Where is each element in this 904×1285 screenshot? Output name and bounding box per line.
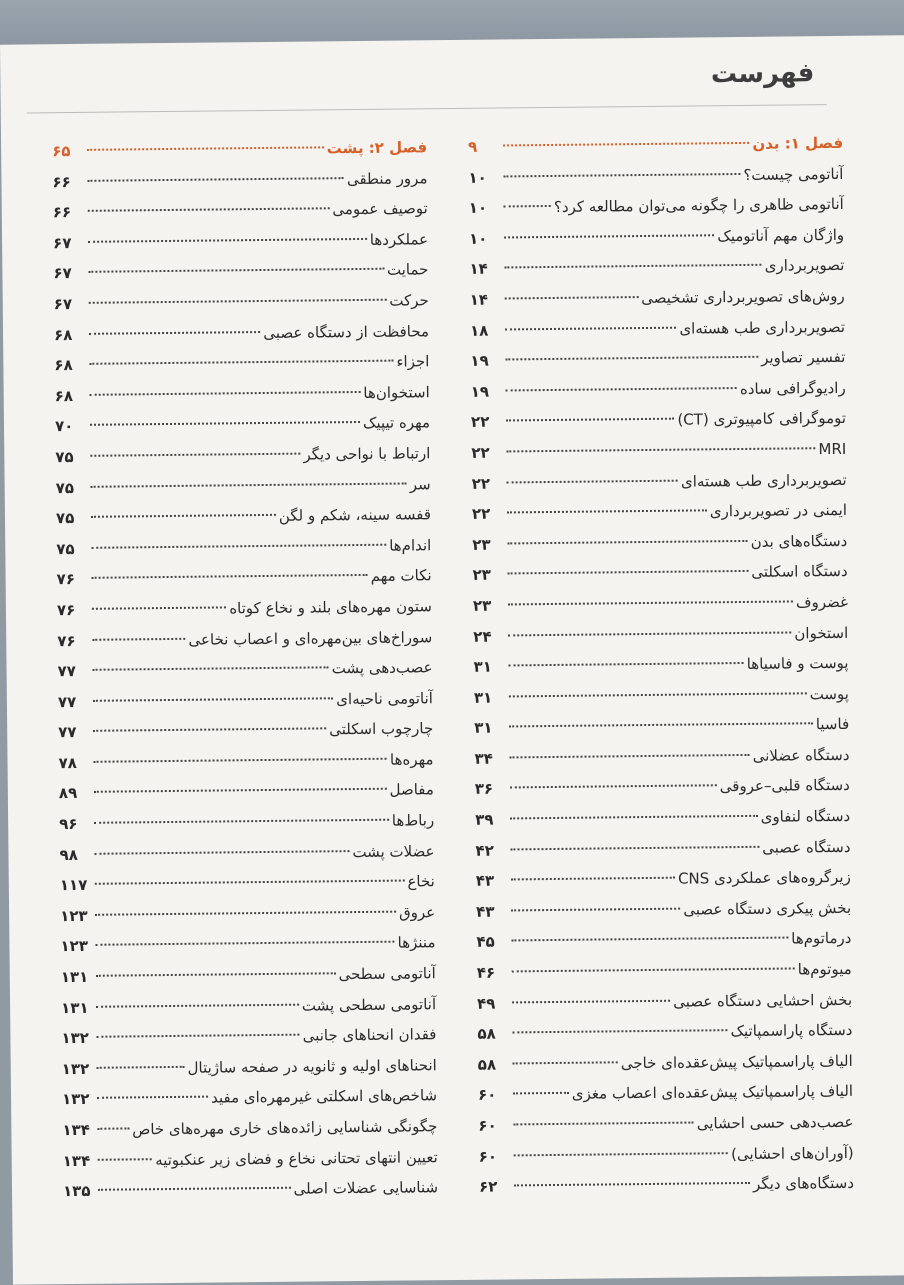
toc-entry <box>479 1137 854 1172</box>
toc-entry <box>61 989 436 1024</box>
toc-entry-page-number: ۹۶ <box>59 815 78 834</box>
dot-leader <box>514 1152 728 1156</box>
dot-leader <box>95 880 405 885</box>
toc-entry-title: تصویربرداری طب هسته‌ای <box>679 317 846 338</box>
toc-entry-title: چارچوب اسکلتی <box>329 719 434 739</box>
toc-entry-title: دستگاه قلبی–عروقی <box>719 776 850 796</box>
dot-leader <box>510 754 750 759</box>
toc-entry-page-number: ۱۳۴ <box>62 1120 90 1140</box>
toc-entry <box>471 403 846 438</box>
dot-leader <box>514 1182 750 1186</box>
dot-leader <box>87 177 343 182</box>
toc-entry-title: دستگاه عضلانی <box>752 745 850 765</box>
dot-leader <box>507 540 747 545</box>
dot-leader <box>98 1187 291 1191</box>
toc-entry-page-number: ۱۲۳ <box>60 937 89 956</box>
toc-entry-title: نخاع <box>407 872 435 891</box>
toc-entry <box>62 1050 437 1085</box>
toc-entry-title: اجزاء <box>396 352 430 371</box>
toc-entry-page-number: ۶۷ <box>53 264 72 283</box>
toc-entry <box>56 469 431 504</box>
toc-entry <box>56 499 431 534</box>
dot-leader <box>97 1127 129 1129</box>
toc-entry-page-number: ۲۳ <box>472 535 491 554</box>
toc-entry <box>60 866 435 901</box>
toc-entry-page-number: ۴۳ <box>476 902 495 921</box>
toc-entry-page-number: ۴۳ <box>475 871 495 891</box>
toc-entry-title: رادیوگرافی ساده <box>739 378 846 398</box>
dot-leader <box>512 999 670 1003</box>
toc-entry-page-number: ۷۵ <box>55 509 75 528</box>
toc-entry <box>62 1081 437 1116</box>
chapter-heading <box>468 128 843 163</box>
toc-entry-page-number: ۷۷ <box>58 723 77 742</box>
toc-entry <box>60 928 435 963</box>
toc-entry-title: بخش پیکری دستگاه عصبی <box>683 898 852 919</box>
toc-entry <box>471 434 846 469</box>
toc-entry-page-number: ۱۳۲ <box>61 1029 89 1048</box>
toc-entry-title: عصب‌دهی پشت <box>331 658 433 678</box>
dot-leader <box>90 421 360 426</box>
toc-entry-page-number: ۷۶ <box>57 631 76 650</box>
toc-entry-title: درماتوم‌ها <box>791 929 852 948</box>
toc-entry-title: شاخص‌های اسکلتی غیرمهره‌ای مفید <box>210 1086 438 1107</box>
toc-entry-page-number: ۶۸ <box>54 386 74 405</box>
toc-entry-page-number: ۱۳۲ <box>61 1090 90 1109</box>
dot-leader <box>513 1061 618 1064</box>
toc-entry <box>470 311 845 346</box>
dot-leader <box>94 850 349 855</box>
dot-leader <box>512 1029 727 1033</box>
toc-entry-page-number: ۵۸ <box>477 1024 496 1044</box>
toc-entry-page-number: ۷۰ <box>54 417 74 436</box>
page-title: فهرست <box>710 58 815 90</box>
dot-leader <box>513 1092 569 1095</box>
dot-leader <box>503 142 749 147</box>
dot-leader <box>509 723 813 728</box>
toc-entry <box>58 683 433 718</box>
toc-entry <box>53 224 428 259</box>
toc-entry <box>476 893 851 928</box>
toc-entry <box>62 1111 437 1146</box>
toc-entry <box>57 652 432 687</box>
toc-entry-page-number: ۶۷ <box>53 233 72 252</box>
toc-entry <box>476 862 851 897</box>
dot-leader <box>510 815 758 820</box>
toc-entry-title: آناتومی ناحیه‌ای <box>336 688 433 708</box>
toc-column-chapter-2 <box>52 132 438 1207</box>
toc-entry-page-number: ۷۵ <box>56 539 75 558</box>
toc-entry-title: دستگاه لنفاوی <box>760 806 851 826</box>
toc-entry-title: تعیین انتهای تحتانی نخاع و فضای زیر عنکبوتیه <box>155 1147 438 1169</box>
toc-entry <box>478 1107 853 1142</box>
dot-leader <box>504 264 761 269</box>
toc-entry-page-number: ۱۸ <box>469 321 489 340</box>
toc-entry-title: مرور منطقی <box>346 168 428 188</box>
toc-entry-title: فقدان انحناهای جانبی <box>302 1025 437 1045</box>
toc-entry-title: عملکردها <box>369 230 429 249</box>
dot-leader <box>505 326 676 330</box>
toc-entry-title: مهره‌ها <box>389 750 434 769</box>
toc-entry-title: (آوران‌های احشایی) <box>730 1143 854 1163</box>
toc-entry-title: عروق <box>398 903 436 922</box>
dot-leader <box>92 606 226 609</box>
toc-entry-page-number: ۱۳۴ <box>62 1151 91 1170</box>
toc-entry-title: عصب‌دهی حسی احشایی <box>696 1112 854 1133</box>
dot-leader <box>96 1034 299 1038</box>
dot-leader <box>509 692 807 697</box>
toc-entry <box>471 373 846 408</box>
toc-entry <box>57 591 432 626</box>
toc-entry-title: مهره تیپیک <box>362 413 431 433</box>
toc-entry-page-number: ۳۱ <box>473 688 493 707</box>
toc-entry <box>54 346 429 381</box>
toc-entry-title: عضلات پشت <box>352 841 435 861</box>
toc-entry <box>63 1172 438 1207</box>
toc-entry <box>468 159 843 194</box>
toc-entry-title: قفسه سینه، شکم و لگن <box>278 505 432 525</box>
toc-entry-page-number: ۴۹ <box>476 994 496 1013</box>
toc-entry <box>53 193 428 228</box>
dot-leader <box>95 910 396 915</box>
dot-leader <box>94 788 387 793</box>
dot-leader <box>508 600 793 605</box>
toc-entry <box>479 1168 854 1203</box>
toc-entry-title: زیرگروه‌های عملکردی CNS <box>677 868 851 888</box>
toc-entry-page-number: ۲۴ <box>473 627 492 646</box>
dot-leader <box>91 482 407 487</box>
toc-entry-title: شناسایی عضلات اصلی <box>293 1178 439 1198</box>
title-divider <box>27 104 827 113</box>
toc-entry-page-number: ۱۳۱ <box>61 998 89 1017</box>
toc-entry <box>472 556 847 591</box>
toc-entry-page-number: ۷۶ <box>56 600 76 620</box>
toc-entry-title: انحناهای اولیه و ثانویه در صفحه ساژیتال <box>187 1056 437 1077</box>
dot-leader <box>512 967 795 972</box>
toc-entry-title: سوراخ‌های بین‌مهره‌ای و اعصاب نخاعی <box>188 627 433 649</box>
chapter-page-number: ۹ <box>468 137 478 156</box>
dot-leader <box>98 1158 152 1161</box>
toc-entry <box>469 220 844 255</box>
toc-entry-page-number: ۱۹ <box>470 382 490 401</box>
dot-leader <box>511 908 680 912</box>
toc-entry <box>56 561 431 596</box>
toc-page <box>0 35 904 1284</box>
toc-entry <box>53 255 428 290</box>
toc-entry <box>476 923 851 958</box>
dot-leader <box>90 453 300 457</box>
toc-entry <box>475 770 850 805</box>
toc-entry <box>58 714 433 749</box>
toc-entry <box>60 897 435 932</box>
toc-entry-title: دستگاه پاراسمپاتیک <box>730 1021 853 1041</box>
dot-leader <box>90 391 361 396</box>
toc-entry-title: بخش احشایی دستگاه عصبی <box>673 990 853 1011</box>
dot-leader <box>88 238 367 243</box>
toc-entry-title: آناتومی سطحی <box>338 964 436 984</box>
dot-leader <box>505 356 758 361</box>
dot-leader <box>507 509 707 513</box>
toc-entry <box>473 648 848 683</box>
dot-leader <box>508 570 749 575</box>
toc-entry-page-number: ۳۶ <box>474 780 494 799</box>
toc-entry-page-number: ۷۶ <box>56 570 76 589</box>
toc-entry <box>470 281 845 316</box>
toc-entry-title: روش‌های تصویربرداری تشخیصی <box>641 286 845 308</box>
toc-entry-page-number: ۱۰ <box>468 198 488 218</box>
toc-entry-title: حرکت <box>389 291 429 310</box>
toc-entry-page-number: ۶۸ <box>53 325 73 344</box>
toc-entry-page-number: ۳۱ <box>474 718 493 738</box>
toc-entry-page-number: ۷۵ <box>55 478 75 497</box>
toc-entry-page-number: ۶۰ <box>477 1086 497 1105</box>
toc-entry-title: رباط‌ها <box>391 811 435 830</box>
toc-entry-title: تصویربرداری <box>764 256 845 276</box>
toc-entry <box>474 709 849 744</box>
toc-entry-title: دستگاه عصبی <box>762 837 851 857</box>
toc-entry-page-number: ۷۷ <box>57 662 76 681</box>
toc-entry-title: ارتباط با نواحی دیگر <box>303 444 431 464</box>
dot-leader <box>89 331 260 335</box>
chapter-page-number: ۶۵ <box>52 142 71 161</box>
toc-entry-page-number: ۹۸ <box>59 845 78 864</box>
dot-leader <box>92 637 185 640</box>
toc-entry <box>475 801 850 836</box>
toc-entry-title: استخوان <box>794 623 849 642</box>
toc-entry <box>59 775 434 810</box>
dot-leader <box>95 941 394 946</box>
toc-entry-title: میوتوم‌ها <box>797 959 852 979</box>
toc-entry-title: آناتومی چیست؟ <box>743 164 844 184</box>
toc-entry-page-number: ۱۰ <box>468 168 487 187</box>
toc-entry-title: فاسیا <box>815 715 850 734</box>
toc-entry-page-number: ۲۲ <box>470 412 490 432</box>
toc-entry <box>477 984 852 1019</box>
toc-entry-page-number: ۱۳۲ <box>61 1059 90 1078</box>
toc-entry-title: ایمنی در تصویربرداری <box>709 501 848 521</box>
toc-entry <box>477 1015 852 1050</box>
dot-leader <box>93 697 333 702</box>
dot-leader <box>94 819 389 824</box>
dot-leader <box>94 758 387 763</box>
toc-entry-page-number: ۳۱ <box>473 657 492 676</box>
toc-entry <box>477 954 852 989</box>
toc-entry-page-number: ۶۰ <box>478 1116 497 1135</box>
toc-entry <box>469 189 844 224</box>
toc-entry-page-number: ۲۲ <box>471 504 491 523</box>
toc-entry-page-number: ۴۵ <box>476 933 495 952</box>
toc-entry <box>471 464 846 499</box>
toc-column-chapter-1 <box>468 128 854 1203</box>
dot-leader <box>511 877 675 881</box>
toc-entry-page-number: ۱۹ <box>470 351 489 370</box>
dot-leader <box>508 631 791 636</box>
toc-entry-page-number: ۱۳۱ <box>60 967 89 987</box>
dot-leader <box>504 234 714 238</box>
toc-entry-page-number: ۱۳۵ <box>62 1182 91 1201</box>
toc-entry-title: آناتومی سطحی پشت <box>301 994 437 1015</box>
dot-leader <box>97 1066 185 1069</box>
toc-entry-title: الیاف پاراسمپاتیک پیش‌عقده‌ای اعصاب مغزی <box>571 1082 854 1104</box>
dot-leader <box>510 785 717 789</box>
dot-leader <box>88 268 384 273</box>
toc-entry-page-number: ۱۴ <box>469 290 489 309</box>
toc-entry-title: توصیف عمومی <box>332 199 428 219</box>
dot-leader <box>507 479 678 483</box>
toc-entry-page-number: ۸۹ <box>58 784 78 803</box>
toc-entry-title: سر <box>409 474 431 493</box>
toc-entry-page-number: ۴۲ <box>475 841 494 860</box>
toc-entry-page-number: ۲۳ <box>472 596 492 615</box>
toc-entry-title: محافظت از دستگاه عصبی <box>263 321 430 342</box>
toc-entry <box>472 526 847 561</box>
toc-entry-page-number: ۶۶ <box>52 203 72 222</box>
toc-entry-page-number: ۵۸ <box>477 1055 497 1074</box>
toc-entry-page-number: ۶۶ <box>52 172 71 191</box>
toc-entry <box>61 1019 436 1054</box>
toc-entry <box>478 1076 853 1111</box>
toc-entry-page-number: ۶۸ <box>54 356 73 375</box>
toc-entry <box>63 1142 438 1177</box>
toc-entry-page-number: ۳۹ <box>475 810 494 829</box>
dot-leader <box>506 387 737 391</box>
toc-entry <box>59 836 434 871</box>
toc-entry <box>474 679 849 714</box>
toc-entry <box>54 316 429 351</box>
toc-entry-title: دستگاه‌های بدن <box>750 531 848 551</box>
toc-entry <box>470 342 845 377</box>
dot-leader <box>89 360 393 365</box>
toc-entry-page-number: ۶۲ <box>478 1177 498 1196</box>
toc-entry <box>52 163 427 198</box>
toc-entry <box>478 1046 853 1081</box>
dot-leader <box>96 1003 299 1007</box>
dot-leader <box>506 418 674 422</box>
toc-entry <box>55 377 430 412</box>
dot-leader <box>91 543 386 548</box>
toc-entry <box>56 530 431 565</box>
toc-entry-title: اندام‌ها <box>389 535 432 555</box>
toc-entry-page-number: ۱۰ <box>468 229 488 248</box>
toc-entry-title: تصویربرداری طب هسته‌ای <box>680 470 847 491</box>
dot-leader <box>93 666 329 670</box>
toc-entry <box>59 805 434 840</box>
toc-entry <box>475 832 850 867</box>
toc-entry <box>54 285 429 320</box>
toc-entry-title: ستون مهره‌های بلند و نخاع کوتاه <box>229 597 433 618</box>
dot-leader <box>91 514 276 518</box>
toc-entry-title: پوست <box>809 684 849 703</box>
chapter-1-entries <box>468 159 854 1203</box>
toc-entry-title: پوست و فاسیاها <box>746 653 849 674</box>
toc-entry <box>474 740 849 775</box>
toc-entry-title: واژگان مهم آناتومیک <box>717 225 845 246</box>
toc-entry-page-number: ۷۵ <box>55 447 74 467</box>
toc-entry-page-number: ۲۲ <box>471 443 490 462</box>
toc-entry-title: تفسیر تصاویر <box>761 348 846 367</box>
toc-entry-title: MRI <box>818 439 847 459</box>
dot-leader <box>92 574 368 579</box>
toc-entry-title: حمایت <box>386 260 429 280</box>
dot-leader <box>513 1122 693 1126</box>
toc-entry <box>57 622 432 657</box>
toc-entry-page-number: ۱۱۷ <box>59 876 88 895</box>
toc-entry-title: دستگاه اسکلتی <box>751 562 848 582</box>
toc-entry-page-number: ۷۷ <box>57 692 77 711</box>
dot-leader <box>97 1096 208 1099</box>
dot-leader <box>87 146 324 150</box>
toc-entry-title: چگونگی شناسایی زائده‌های خاری مهره‌های خاص <box>132 1117 438 1139</box>
dot-leader <box>96 972 336 977</box>
dot-leader <box>503 173 740 177</box>
dot-leader <box>510 845 759 850</box>
toc-entry <box>469 250 844 285</box>
dot-leader <box>88 207 330 212</box>
toc-entry <box>473 617 848 652</box>
toc-entry <box>58 744 433 779</box>
toc-entry-page-number: ۶۷ <box>53 294 73 314</box>
dot-leader <box>509 662 744 666</box>
toc-entry-title: نکات مهم <box>370 566 432 586</box>
toc-entry-page-number: ۲۳ <box>472 565 492 585</box>
dot-leader <box>504 205 551 207</box>
toc-entry-page-number: ۱۴ <box>469 260 488 279</box>
dot-leader <box>89 299 387 304</box>
chapter-2-entries <box>52 163 438 1207</box>
toc-entry-title: مفاصل <box>389 780 434 800</box>
toc-entry <box>55 438 430 473</box>
toc-entry-page-number: ۷۸ <box>58 753 77 773</box>
toc-entry-title: استخوان‌ها <box>363 383 430 402</box>
toc-entry-page-number: ۱۲۳ <box>60 906 88 925</box>
toc-entry <box>55 408 430 443</box>
toc-entry <box>472 495 847 530</box>
toc-entry <box>473 587 848 622</box>
toc-entry-page-number: ۶۰ <box>478 1147 498 1166</box>
toc-entry <box>61 958 436 993</box>
toc-entry-title: مننژها <box>397 933 436 953</box>
dot-leader <box>511 937 788 942</box>
toc-entry-title: غضروف <box>795 592 848 612</box>
chapter-title: فصل ۱: بدن <box>752 133 844 153</box>
dot-leader <box>506 447 815 452</box>
toc-entry-title: آناتومی ظاهری را چگونه می‌توان مطالعه کرد؟ <box>553 195 844 217</box>
dot-leader <box>93 728 326 732</box>
toc-entry-title: الیاف پاراسمپاتیک پیش‌عقده‌ای خاجی <box>620 1051 853 1073</box>
toc-entry-page-number: ۴۶ <box>476 963 496 982</box>
chapter-heading <box>52 132 427 167</box>
dot-leader <box>505 296 639 299</box>
toc-entry-title: دستگاه‌های دیگر <box>752 1174 855 1194</box>
toc-entry-page-number: ۳۴ <box>474 749 493 768</box>
chapter-title: فصل ۲: پشت <box>326 138 428 158</box>
toc-entry-title: توموگرافی کامپیوتری (CT) <box>677 409 847 430</box>
toc-entry-page-number: ۲۲ <box>471 474 491 493</box>
